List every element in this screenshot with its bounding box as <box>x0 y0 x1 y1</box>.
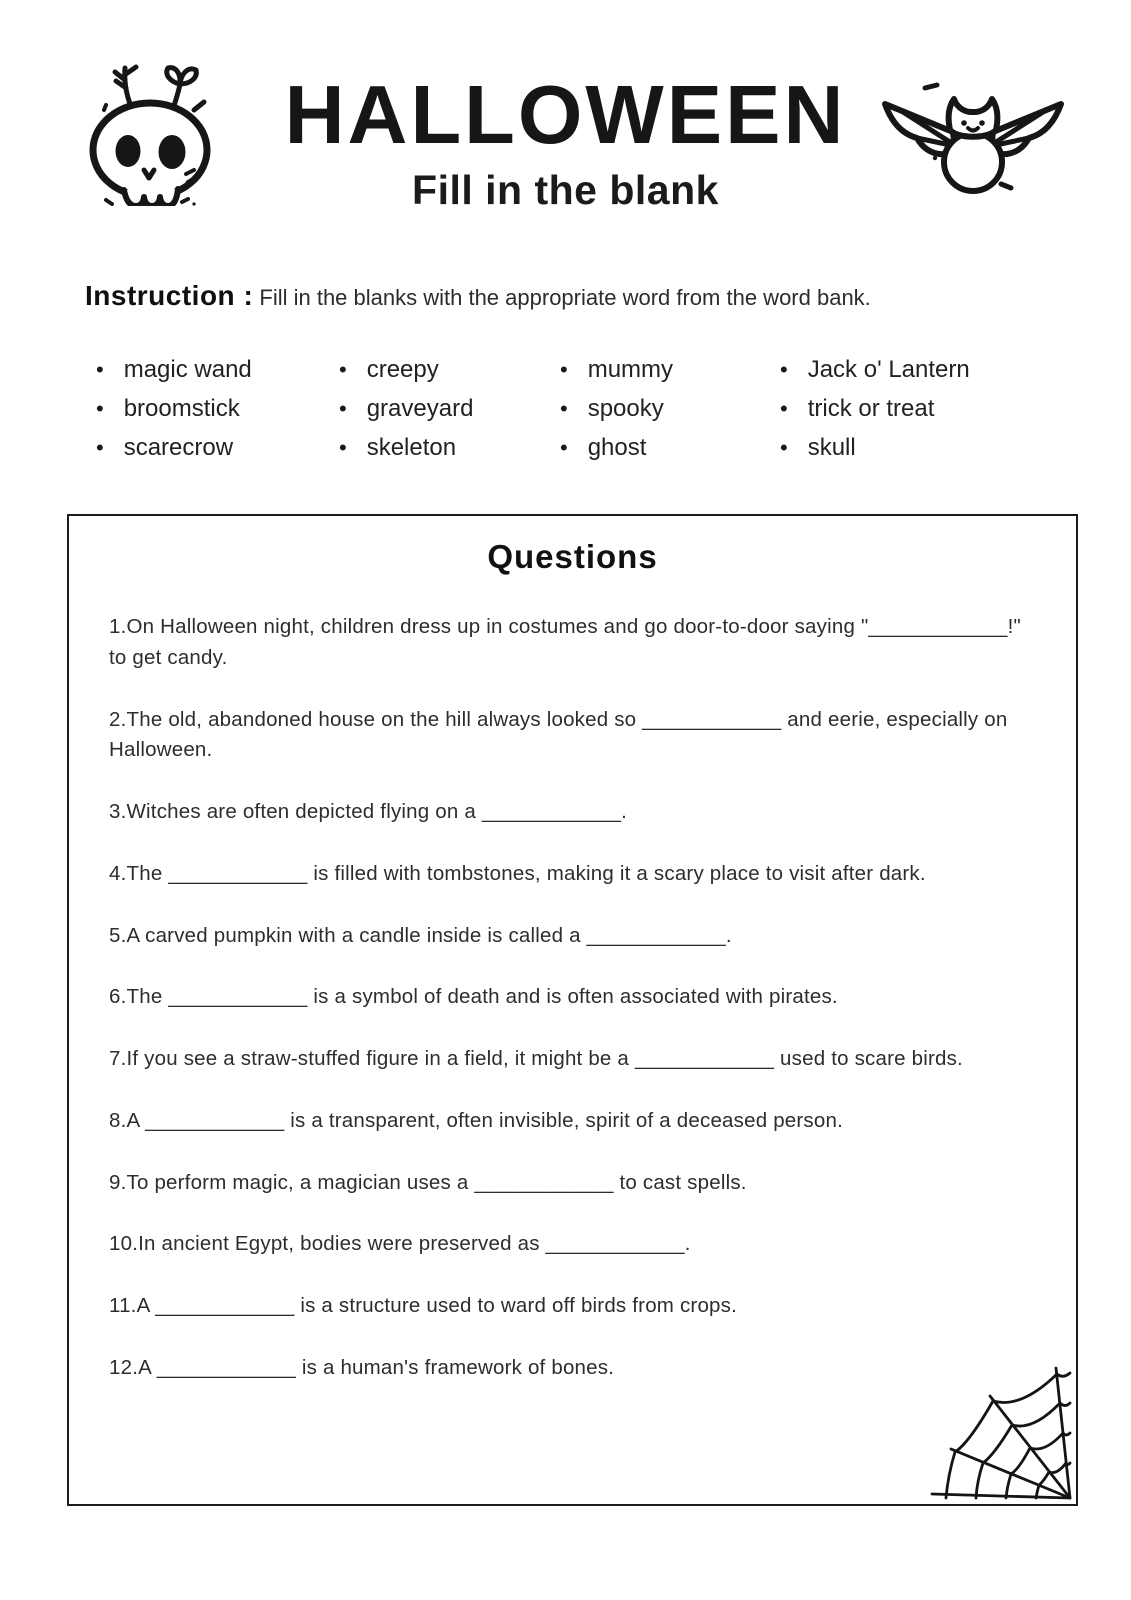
instruction-text: Fill in the blanks with the appropriate word from the word bank. <box>253 285 871 310</box>
instruction-label: Instruction : <box>85 280 254 311</box>
word-bank-item: • magic wand <box>96 356 339 384</box>
question-item: 11.A ____________ is a structure used to ward off birds from crops. <box>109 1294 737 1317</box>
questions-box <box>67 514 1078 1506</box>
question-item: 8.A ____________ is a transparent, often invisible, spirit of a deceased person. <box>109 1108 843 1132</box>
word-bank-item: • graveyard <box>339 395 560 423</box>
question-item: 9.To perform magic, a magician uses a ____________ to cast spells. <box>109 1170 747 1194</box>
instruction-line <box>85 280 1131 312</box>
word-bank-item: • scarecrow <box>96 434 339 462</box>
spider-web-icon <box>918 1346 1078 1506</box>
bat-icon <box>873 66 1073 206</box>
word-bank-item: • broomstick <box>96 395 339 423</box>
word-bank-item: • ghost <box>560 434 780 462</box>
word-bank-column <box>96 356 339 462</box>
word-bank-column <box>560 356 780 462</box>
question-item: 7.If you see a straw-stuffed figure in a field, it might be a ____________ used to scare birds. <box>109 1047 963 1070</box>
question-item: 12.A ____________ is a human's framework of bones. <box>109 1355 615 1379</box>
word-bank-item: • skeleton <box>339 434 560 462</box>
word-bank-item: • Jack o' Lantern <box>780 356 970 384</box>
question-item: 2.The old, abandoned house on the hill always looked so ____________ and eerie, especially on Halloween. <box>109 707 1008 762</box>
word-bank-item: • creepy <box>339 356 560 384</box>
question-item: 4.The ____________ is filled with tombstones, making it a scary place to visit after dark. <box>109 861 926 885</box>
word-bank-column <box>339 356 560 462</box>
word-bank-item: • mummy <box>560 356 780 384</box>
question-item: 3.Witches are often depicted flying on a ____________. <box>109 800 627 823</box>
questions-list <box>109 612 1036 1384</box>
word-bank-column <box>780 356 970 462</box>
question-item: 1.On Halloween night, children dress up in costumes and go door-to-door saying "____________!" to get candy. <box>109 615 1022 669</box>
page-title: HALLOWEEN <box>284 68 847 161</box>
word-bank-item: • skull <box>780 434 970 462</box>
header <box>0 0 1131 250</box>
word-bank-item: • spooky <box>560 395 780 423</box>
skull-icon <box>82 58 224 206</box>
page-subtitle: Fill in the blank <box>412 166 719 213</box>
questions-title: Questions <box>487 538 658 575</box>
question-item: 6.The ____________ is a symbol of death and is often associated with pirates. <box>109 985 838 1009</box>
question-item: 10.In ancient Egypt, bodies were preserved as ____________. <box>109 1232 691 1256</box>
question-item: 5.A carved pumpkin with a candle inside is called a ____________. <box>109 923 732 947</box>
word-bank <box>96 356 1131 462</box>
word-bank-item: • trick or treat <box>780 395 970 423</box>
